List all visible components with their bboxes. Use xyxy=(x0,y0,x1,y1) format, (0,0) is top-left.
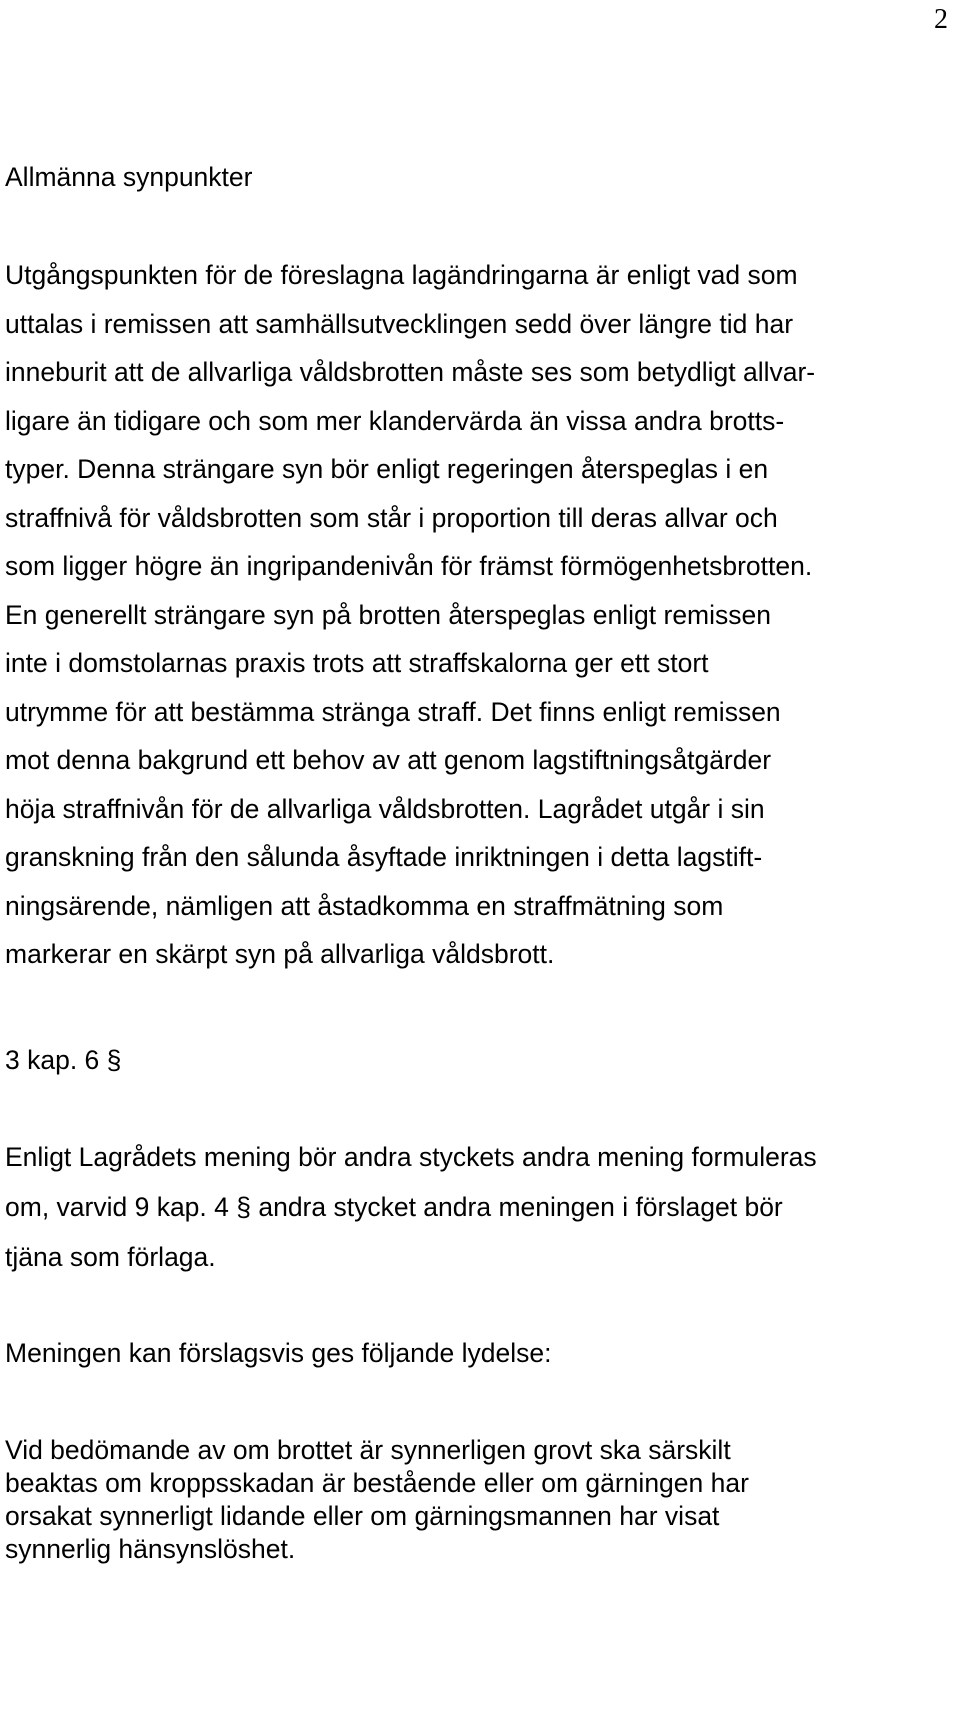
paragraph-line: ningsärende, nämligen att åstadkomma en straffmätning som xyxy=(5,890,724,921)
paragraph-line: uttalas i remissen att samhällsutvecklingen sedd över längre tid har xyxy=(5,308,794,339)
quote-line: synnerlig hänsynslöshet. xyxy=(5,1534,296,1564)
paragraph-line: mot denna bakgrund ett behov av att genom lagstiftningsåtgärder xyxy=(5,745,772,775)
paragraph-line: Utgångspunkten för de föreslagna lagändringarna är enligt vad som xyxy=(5,260,798,290)
section-heading: 3 kap. 6 § xyxy=(5,1045,122,1075)
paragraph-line: höja straffnivån för de allvarliga våldsbrotten. Lagrådet utgår i sin xyxy=(5,793,765,824)
paragraph-line: Enligt Lagrådets mening bör andra styckets andra mening formuleras xyxy=(5,1142,817,1172)
paragraph-line: granskning från den sålunda åsyftade inriktningen i detta lagstift- xyxy=(5,842,763,872)
paragraph-line: typer. Denna strängare syn bör enligt regeringen återspeglas i en xyxy=(5,454,769,484)
paragraph-line: straffnivå för våldsbrotten som står i proportion till deras allvar och xyxy=(5,502,778,533)
quote-line: beaktas om kroppsskadan är bestående eller om gärningen har xyxy=(5,1468,749,1498)
heading: Allmänna synpunkter xyxy=(5,162,253,192)
paragraph-line: inneburit att de allvarliga våldsbrotten måste ses som betydligt allvar- xyxy=(5,357,816,387)
paragraph-line: utrymme för att bestämma stränga straff. Det finns enligt remissen xyxy=(5,696,781,727)
paragraph-line: ligare än tidigare och som mer klandervärda än vissa andra brotts- xyxy=(5,405,785,436)
paragraph-line: som ligger högre än ingripandenivån för främst förmögenhetsbrotten. xyxy=(5,551,813,581)
paragraph-line: om, varvid 9 kap. 4 § andra stycket andra meningen i förslaget bör xyxy=(5,1192,783,1222)
paragraph-line: En generellt strängare syn på brotten återspeglas enligt remissen xyxy=(5,599,771,630)
quote-line: orsakat synnerligt lidande eller om gärningsmannen har visat xyxy=(5,1501,720,1531)
paragraph-line: markerar en skärpt syn på allvarliga våldsbrott. xyxy=(5,939,555,969)
paragraph-line: inte i domstolarnas praxis trots att straffskalorna ger ett stort xyxy=(5,648,709,678)
paragraph-line: tjäna som förlaga. xyxy=(5,1242,216,1272)
quote-line: Vid bedömande av om brottet är synnerligen grovt ska särskilt xyxy=(5,1435,731,1465)
paragraph-3: Meningen kan förslagsvis ges följande lydelse: xyxy=(5,1338,552,1368)
page-number: 2 xyxy=(934,4,948,35)
